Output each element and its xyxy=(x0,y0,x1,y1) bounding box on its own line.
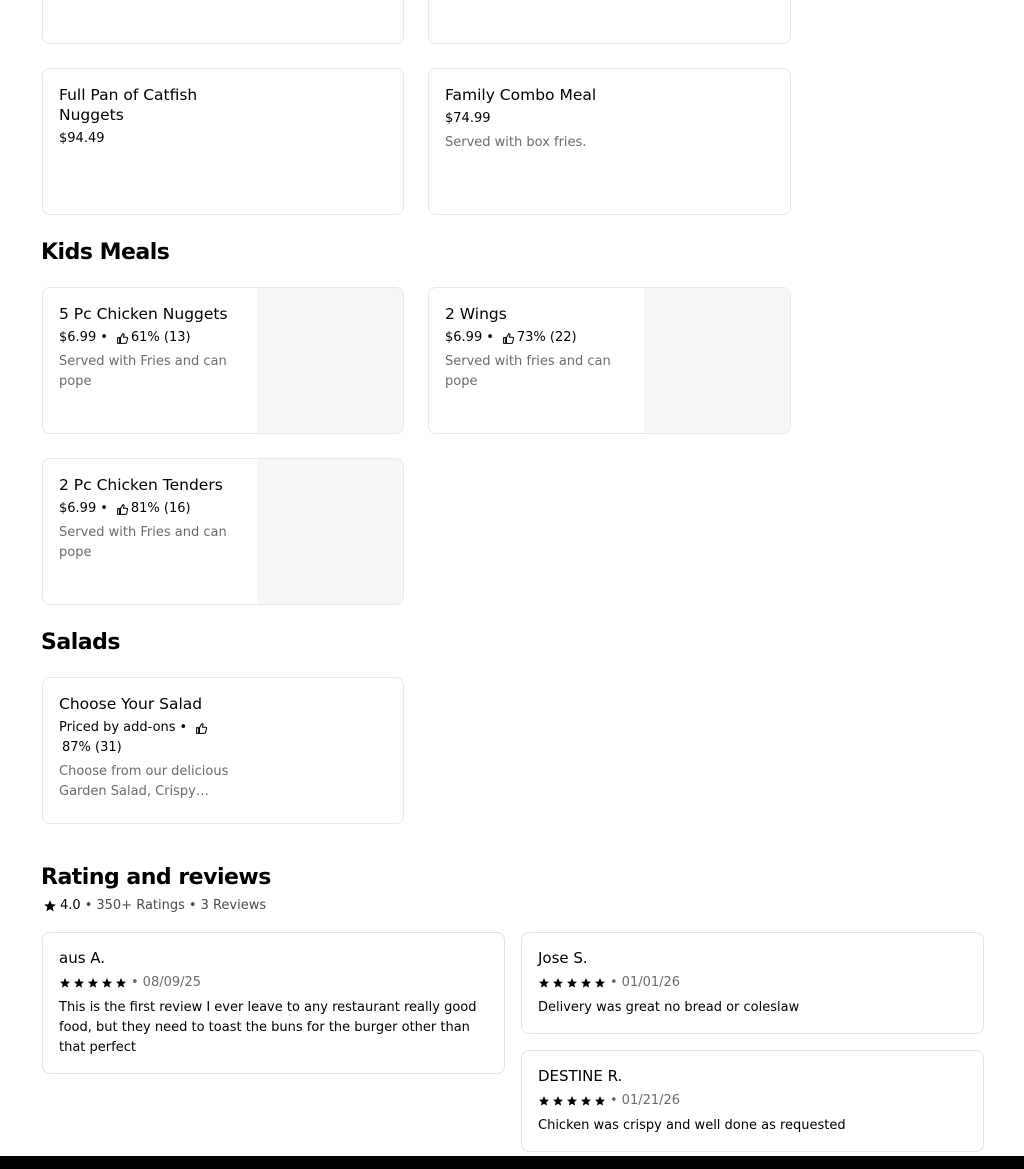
item-name: Choose Your Salad xyxy=(59,695,203,713)
review-stars xyxy=(538,977,606,989)
thumbs-up-icon xyxy=(116,332,129,345)
star-icon xyxy=(580,977,592,989)
separator: • xyxy=(100,330,108,345)
review-text: Chicken was crispy and well done as requested xyxy=(538,1118,846,1133)
item-rating: 81% (16) xyxy=(130,501,191,516)
review-card xyxy=(521,1050,984,1152)
star-icon xyxy=(538,977,550,989)
separator: • xyxy=(188,898,197,913)
item-name: 2 Pc Chicken Tenders xyxy=(59,476,223,494)
thumbs-up-icon xyxy=(502,332,515,345)
menu-item-chicken-nuggets[interactable] xyxy=(42,287,404,434)
separator: • xyxy=(486,330,494,345)
item-price: $6.99 xyxy=(445,330,483,345)
item-price: $74.99 xyxy=(445,111,491,126)
footer-bar xyxy=(0,1156,1024,1169)
ratings-count: 350+ Ratings xyxy=(96,898,185,913)
separator: • xyxy=(84,898,93,913)
item-description: Served with Fries and can pope xyxy=(59,525,227,560)
review-date: 08/09/25 xyxy=(142,975,202,990)
star-icon xyxy=(101,977,113,989)
item-name: 5 Pc Chicken Nuggets xyxy=(59,305,228,323)
menu-item-card-partial-right[interactable] xyxy=(428,0,791,44)
star-icon xyxy=(594,1095,606,1107)
reviewer-name: aus A. xyxy=(59,949,106,967)
star-icon xyxy=(566,1095,578,1107)
review-date: 01/21/26 xyxy=(621,1093,681,1108)
star-icon xyxy=(73,977,85,989)
review-card xyxy=(42,932,505,1074)
ratings-summary xyxy=(43,897,266,915)
item-name: 2 Wings xyxy=(445,305,507,323)
menu-item-family-combo[interactable] xyxy=(428,68,791,215)
review-stars xyxy=(59,977,127,989)
review-card xyxy=(521,932,984,1034)
star-icon xyxy=(552,977,564,989)
item-image xyxy=(644,288,790,433)
thumbs-up-icon xyxy=(195,722,208,735)
item-rating: 61% (13) xyxy=(130,330,191,345)
star-icon xyxy=(552,1095,564,1107)
section-title-salads: Salads xyxy=(41,630,120,655)
star-icon xyxy=(580,1095,592,1107)
menu-item-wings[interactable] xyxy=(428,287,791,434)
review-date: 01/01/26 xyxy=(621,975,681,990)
review-text: Delivery was great no bread or coleslaw xyxy=(538,1000,800,1015)
item-description: Served with Fries and can pope xyxy=(59,354,227,389)
separator: • xyxy=(610,975,618,990)
star-icon xyxy=(538,1095,550,1107)
item-description: Served with fries and can pope xyxy=(445,354,611,389)
section-title-reviews: Rating and reviews xyxy=(41,865,271,890)
item-image xyxy=(257,288,403,433)
star-icon xyxy=(87,977,99,989)
separator: • xyxy=(100,501,108,516)
star-icon xyxy=(59,977,71,989)
separator: • xyxy=(179,720,188,735)
item-price: $6.99 xyxy=(59,330,97,345)
star-icon xyxy=(594,977,606,989)
item-name: Full Pan of Catfish Nuggets xyxy=(59,86,198,124)
reviews-count: 3 Reviews xyxy=(200,898,267,913)
item-price: $94.49 xyxy=(59,131,105,146)
average-rating: 4.0 xyxy=(60,898,81,913)
menu-item-chicken-tenders[interactable] xyxy=(42,458,404,605)
review-stars xyxy=(538,1095,606,1107)
review-text: This is the first review I ever leave to any restaurant really good food, but they need to toast the buns for the burger other than that perfect xyxy=(59,1000,477,1055)
item-rating: 87% (31) xyxy=(62,740,122,755)
menu-item-choose-salad[interactable] xyxy=(42,677,404,824)
item-name: Family Combo Meal xyxy=(445,86,597,104)
reviewer-name: Jose S. xyxy=(538,949,588,967)
separator: • xyxy=(131,975,139,990)
star-icon xyxy=(566,977,578,989)
item-price: Priced by add-ons xyxy=(59,720,176,735)
item-description: Served with box fries. xyxy=(445,135,587,150)
item-image xyxy=(257,459,403,604)
menu-item-card-partial-left[interactable] xyxy=(42,0,404,44)
star-icon xyxy=(43,899,57,913)
thumbs-up-icon xyxy=(116,503,129,516)
separator: • xyxy=(610,1093,618,1108)
star-icon xyxy=(115,977,127,989)
menu-item-catfish[interactable] xyxy=(42,68,404,215)
item-description: Choose from our delicious Garden Salad, Crispy… xyxy=(59,764,229,799)
item-rating: 73% (22) xyxy=(516,330,577,345)
item-price: $6.99 xyxy=(59,501,97,516)
section-title-kids-meals: Kids Meals xyxy=(41,240,170,265)
reviewer-name: DESTINE R. xyxy=(538,1067,623,1085)
